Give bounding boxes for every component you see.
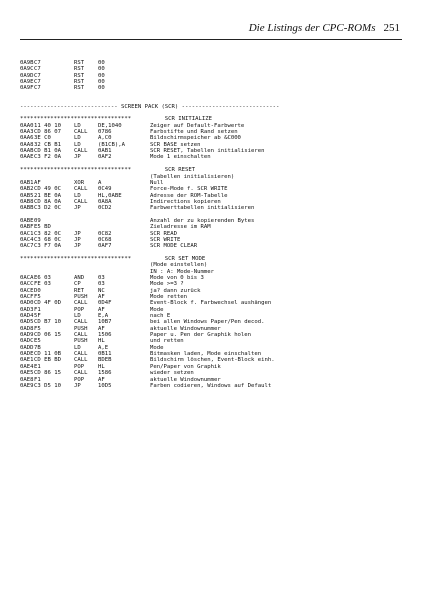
- opcode-bytes: F5: [34, 294, 41, 301]
- opcode-bytes: F1: [34, 306, 41, 313]
- listing-body: [20, 60, 402, 389]
- mnemonic: LD: [74, 344, 81, 351]
- comment: Force-Mode f. SCR WRITE: [150, 186, 228, 193]
- scr-set-mode-heading: ********************************* SCR SET MODE: [20, 255, 206, 262]
- comment: Pen/Paper von Graphik: [150, 363, 221, 370]
- mnemonic: JP: [74, 230, 81, 237]
- operand: 00: [98, 66, 105, 73]
- opcode-bytes: C7: [34, 60, 41, 66]
- opcode-bytes: D0: [34, 287, 41, 294]
- comment: Farbstifte und Rand setzen: [150, 129, 238, 136]
- operand: 0C68: [98, 236, 112, 243]
- mnemonic: POP: [74, 306, 85, 313]
- comment: Bildschirmspeicher ab &C000: [150, 135, 241, 142]
- opcode-bytes: 5F: [34, 313, 41, 320]
- scr-set-mode-block: [20, 275, 402, 389]
- mnemonic: LD: [74, 192, 81, 199]
- operand: 1506: [98, 332, 112, 339]
- operand: AF: [98, 325, 105, 332]
- address: 0AA0: [20, 122, 34, 129]
- mnemonic: CALL: [74, 370, 88, 377]
- mnemonic: CALL: [74, 357, 88, 364]
- operand: 0C49: [98, 186, 112, 193]
- comment: ja? dann zurück: [150, 287, 201, 294]
- address: 0A9F: [20, 85, 34, 92]
- comment: und retten: [150, 338, 184, 345]
- address: 0AC4: [20, 236, 34, 243]
- comment: Zieladresse im RAM: [150, 224, 211, 231]
- operand: AF: [98, 306, 105, 313]
- opcode-bytes: C3 68 0C: [34, 236, 61, 243]
- opcode-bytes: E5 BD: [34, 224, 51, 231]
- operand: 0AF7: [98, 243, 112, 250]
- address: 0AA8: [20, 141, 34, 148]
- mnemonic: LD: [74, 141, 81, 148]
- mnemonic: CALL: [74, 351, 88, 358]
- page-number: 251: [383, 22, 400, 34]
- address: 0AD3: [20, 306, 34, 313]
- opcode-bytes: CD 8A 0A: [34, 198, 61, 205]
- comment: SCR READ: [150, 230, 177, 237]
- mnemonic: RST: [74, 66, 85, 73]
- operand: 0A8A: [98, 198, 112, 205]
- comment: Farben codieren, Windows auf Default: [150, 382, 272, 389]
- address: 0A9D: [20, 72, 34, 79]
- mnemonic: LD: [74, 122, 81, 129]
- opcode-bytes: CD 11 0B: [34, 351, 61, 358]
- mnemonic: RST: [74, 79, 85, 86]
- mnemonic: CALL: [74, 129, 88, 136]
- comment: [150, 85, 402, 91]
- address: 0AC7: [20, 243, 34, 250]
- comment: Mode 1 einschalten: [150, 154, 211, 161]
- comment: SCR BASE setzen: [150, 141, 201, 148]
- operand: HL: [98, 338, 105, 345]
- operand: 10B7: [98, 319, 112, 326]
- mnemonic: CALL: [74, 319, 88, 326]
- comment: Indirections kopieren: [150, 198, 221, 205]
- mnemonic: PUSH: [74, 294, 88, 301]
- mnemonic: JP: [74, 154, 81, 161]
- comment: Mode >=3 ?: [150, 281, 184, 288]
- mnemonic: LD: [74, 313, 81, 320]
- mnemonic: CALL: [74, 198, 88, 205]
- opcode-bytes: 7B: [34, 344, 41, 351]
- mnemonic: RST: [74, 60, 85, 66]
- mnemonic: JP: [74, 243, 81, 250]
- operand: A: [98, 179, 102, 186]
- address: 0AE4: [20, 363, 34, 370]
- scr-set-mode-subheading: (Mode einstellen): [150, 262, 208, 269]
- opcode-bytes: C3 D2 0C: [34, 205, 61, 212]
- operand: 1586: [98, 370, 112, 377]
- operand: 10D5: [98, 382, 112, 389]
- mnemonic: XOR: [74, 179, 85, 186]
- mnemonic: JP: [74, 236, 81, 243]
- comment: wieder setzen: [150, 370, 194, 377]
- address: 0ACA: [20, 275, 34, 281]
- opcode-bytes: E1: [34, 363, 41, 370]
- opcode-bytes: E5: [34, 338, 41, 345]
- operand: 03: [98, 281, 105, 288]
- address: 0AAE: [20, 154, 34, 161]
- address: 0AAB: [20, 148, 34, 155]
- opcode-bytes: CD B7 10: [34, 319, 61, 326]
- operand: A,C0: [98, 135, 112, 142]
- address: 0AE5: [20, 370, 34, 377]
- operand: E,A: [98, 313, 109, 320]
- address: 0ABF: [20, 224, 34, 231]
- address: 0ADC: [20, 338, 34, 345]
- opcode-bytes: C3 F2 0A: [34, 154, 61, 161]
- operand: AF: [98, 294, 105, 301]
- opcode-bytes: 21 BE 0A: [34, 192, 61, 199]
- opcode-bytes: E6 03: [34, 275, 51, 281]
- listing-line: [20, 243, 402, 249]
- comment: nach E: [150, 313, 171, 320]
- address: 0ACF: [20, 294, 34, 301]
- address: 0ABB: [20, 205, 34, 212]
- operand: AF: [98, 376, 105, 383]
- scr-set-mode-input-note: IN : A: Mode-Nummer: [150, 268, 214, 275]
- comment: Adresse der ROM-Tabelle: [150, 192, 228, 199]
- mnemonic: CALL: [74, 186, 88, 193]
- operand: HL,0ABE: [98, 192, 122, 199]
- comment: Mode: [150, 344, 164, 351]
- operand: (B1CB),A: [98, 141, 125, 148]
- operand: 0AF2: [98, 154, 112, 161]
- address: 0AD5: [20, 319, 34, 326]
- operand: A,E: [98, 344, 109, 351]
- opcode-bytes: C7: [34, 79, 41, 86]
- address: 0AA3: [20, 129, 34, 136]
- header-title: Die Listings der CPC-ROMs: [248, 22, 376, 34]
- operand: 0CD2: [98, 205, 112, 212]
- scr-reset-subheading: (Tabellen initialisieren): [150, 173, 235, 180]
- opcode-bytes: C3 D5 10: [34, 382, 61, 389]
- header-rule: [20, 39, 402, 40]
- operand: 00: [98, 60, 105, 66]
- operand: HL: [98, 363, 105, 370]
- comment: Null: [150, 179, 164, 186]
- comment: Zeiger auf Default-Farbwerte: [150, 122, 245, 129]
- operand: DE,1040: [98, 122, 122, 129]
- operand: 00: [98, 79, 105, 86]
- mnemonic: CALL: [74, 300, 88, 307]
- address: 0AE9: [20, 382, 34, 389]
- opcode-bytes: CD 4F 0D: [34, 300, 61, 307]
- operand: 0D4F: [98, 300, 112, 307]
- address: 0AB8: [20, 198, 34, 205]
- operand: NC: [98, 287, 105, 294]
- mnemonic: JP: [74, 205, 81, 212]
- comment: SCR WRITE: [150, 236, 181, 243]
- mnemonic: RET: [74, 287, 85, 294]
- operand: 03: [98, 275, 105, 281]
- comment: Bitmasken laden, Mode einschalten: [150, 351, 262, 358]
- comment: SCR RESET, Tabellen initialisieren: [150, 148, 265, 155]
- scr-initialize-heading: ********************************* SCR INITIALIZE: [20, 116, 212, 123]
- opcode-bytes: C7: [34, 85, 41, 92]
- listing-line: [20, 383, 402, 389]
- comment: Paper u. Pen der Graphik holen: [150, 332, 252, 339]
- comment: aktuelle Windownummer: [150, 325, 221, 332]
- opcode-bytes: CD 06 15: [34, 332, 61, 339]
- mnemonic: RST: [74, 85, 85, 92]
- address: 0AC1: [20, 230, 34, 237]
- scr-reset-block: [20, 180, 402, 212]
- mnemonic: CALL: [74, 332, 88, 339]
- mnemonic: LD: [74, 135, 81, 142]
- opcode-bytes: CD 86 15: [34, 370, 61, 377]
- address: 0AD4: [20, 313, 34, 320]
- address: 0AD0: [20, 300, 34, 307]
- address: 0AD8: [20, 325, 34, 332]
- mnemonic: CALL: [74, 148, 88, 155]
- opcode-bytes: CD 86 07: [34, 129, 61, 136]
- address: 0AE1: [20, 357, 34, 364]
- comment: Mode: [150, 306, 164, 313]
- operand: 0B11: [98, 351, 112, 358]
- mnemonic: JP: [74, 382, 81, 389]
- comment: aktuelle Windownummer: [150, 376, 221, 383]
- scr-reset-table-block: [20, 218, 402, 250]
- opcode-bytes: C7: [34, 72, 41, 79]
- mnemonic: CP: [74, 281, 81, 288]
- opcode-bytes: CD EB BD: [34, 357, 61, 364]
- opcode-bytes: CD 49 0C: [34, 186, 61, 193]
- opcode-bytes: 09: [34, 217, 41, 224]
- mnemonic: RST: [74, 72, 85, 79]
- mnemonic: POP: [74, 363, 85, 370]
- address: 0AB2: [20, 186, 34, 193]
- address: 0ADE: [20, 351, 34, 358]
- listing-line: [20, 205, 402, 211]
- opcode-bytes: FE 03: [34, 281, 51, 288]
- rst-block: [20, 60, 402, 92]
- operand: 00: [98, 72, 105, 79]
- listing-line: [20, 154, 402, 160]
- opcode-bytes: 3E C0: [34, 135, 51, 142]
- comment: bei allen Windows Paper/Pen decod.: [150, 319, 265, 326]
- mnemonic: AND: [74, 275, 85, 281]
- comment: Bildschirm löschen, Event-Block einh.: [150, 357, 275, 364]
- opcode-bytes: C3 82 0C: [34, 230, 61, 237]
- operand: 0AB1: [98, 148, 112, 155]
- comment: SCR MODE CLEAR: [150, 243, 198, 250]
- page-header: [230, 22, 400, 36]
- address: 0ADD: [20, 344, 34, 351]
- address: 0ACE: [20, 287, 34, 294]
- mnemonic: PUSH: [74, 325, 88, 332]
- section-separator: ----------------------------- SCREEN PACK (SCR) -----------------------------: [20, 103, 280, 110]
- opcode-bytes: CD B1 0A: [34, 148, 61, 155]
- comment: Mode retten: [150, 294, 188, 301]
- comment: Mode von 0 bis 3: [150, 275, 204, 281]
- address: 0AE8: [20, 376, 34, 383]
- scr-initialize-block: [20, 123, 402, 161]
- comment: Event-Block f. Farbwechsel aushängen: [150, 300, 272, 307]
- operand: 0C82: [98, 230, 112, 237]
- opcode-bytes: C3 F7 0A: [34, 243, 61, 250]
- address: 0AD9: [20, 332, 34, 339]
- address: 0ACC: [20, 281, 34, 288]
- operand: 00: [98, 85, 105, 92]
- address: 0A9E: [20, 79, 34, 86]
- operand: 0786: [98, 129, 112, 136]
- listing-line: [20, 85, 402, 91]
- opcode-bytes: F5: [34, 325, 41, 332]
- scr-reset-heading: ********************************* SCR RESET: [20, 167, 196, 174]
- opcode-bytes: C7: [34, 66, 41, 73]
- operand: BDEB: [98, 357, 112, 364]
- address: 0A9B: [20, 60, 34, 66]
- address: 0AA6: [20, 135, 34, 142]
- opcode-bytes: AF: [34, 179, 41, 186]
- opcode-bytes: 11 40 10: [34, 122, 61, 129]
- comment: Farbwerttabellen initialisieren: [150, 205, 255, 212]
- mnemonic: POP: [74, 376, 85, 383]
- address: 0AB1: [20, 179, 34, 186]
- address: 0ABE: [20, 217, 34, 224]
- comment: Anzahl der zu kopierenden Bytes: [150, 217, 255, 224]
- opcode-bytes: F1: [34, 376, 41, 383]
- address: 0AB5: [20, 192, 34, 199]
- opcode-bytes: 32 CB B1: [34, 141, 61, 148]
- address: 0A9C: [20, 66, 34, 73]
- mnemonic: PUSH: [74, 338, 88, 345]
